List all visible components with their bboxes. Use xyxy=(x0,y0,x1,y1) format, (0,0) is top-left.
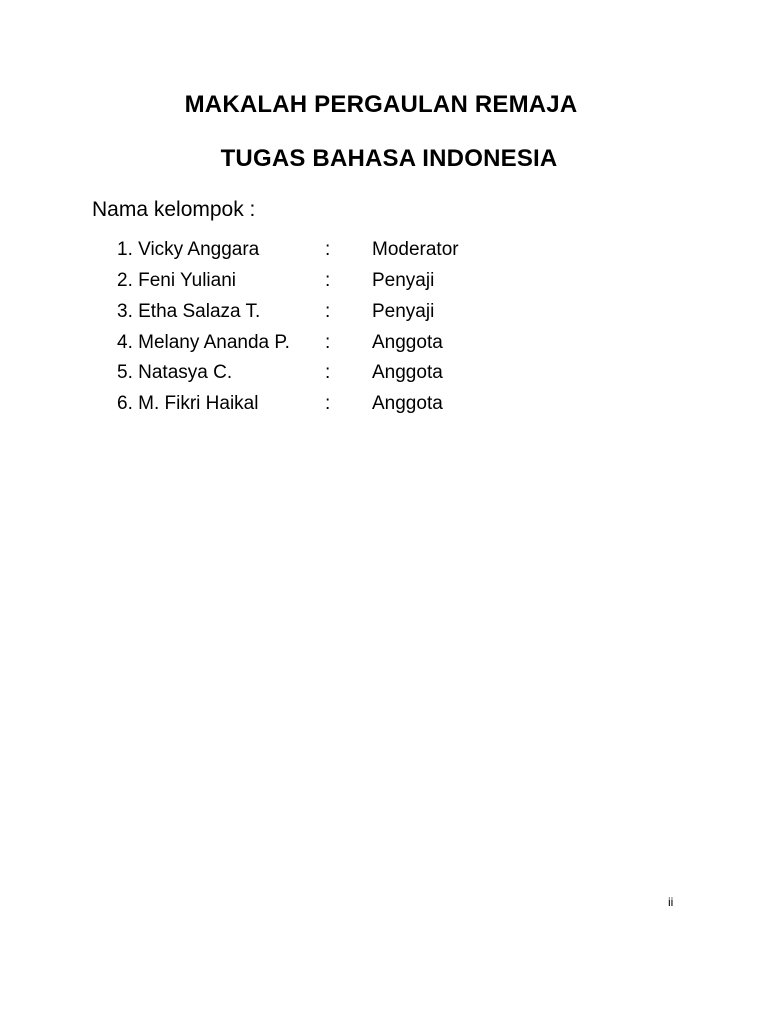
document-title: MAKALAH PERGAULAN REMAJA xyxy=(184,91,578,118)
member-colon: : xyxy=(325,239,331,260)
member-row xyxy=(0,332,768,362)
member-role: Anggota xyxy=(372,362,443,383)
member-name: 4. Melany Ananda P. xyxy=(117,332,290,353)
member-role: Penyaji xyxy=(372,270,435,291)
member-colon: : xyxy=(325,332,331,353)
member-colon: : xyxy=(325,270,331,291)
member-name: 1. Vicky Anggara xyxy=(117,239,260,260)
member-row xyxy=(0,362,768,392)
member-name: 6. M. Fikri Haikal xyxy=(117,393,259,414)
member-colon: : xyxy=(325,393,331,414)
member-role: Anggota xyxy=(372,332,443,353)
member-row xyxy=(0,301,768,331)
member-row xyxy=(0,270,768,300)
document-subtitle: TUGAS BAHASA INDONESIA xyxy=(220,145,558,172)
member-colon: : xyxy=(325,362,331,383)
member-role: Penyaji xyxy=(372,301,435,322)
member-name: 5. Natasya C. xyxy=(117,362,233,383)
member-colon: : xyxy=(325,301,331,322)
member-name: 3. Etha Salaza T. xyxy=(117,301,261,322)
member-role: Anggota xyxy=(372,393,443,414)
member-row xyxy=(0,393,768,423)
member-role: Moderator xyxy=(372,239,459,260)
group-label: Nama kelompok : xyxy=(92,198,256,221)
member-name: 2. Feni Yuliani xyxy=(117,270,237,291)
member-row xyxy=(0,239,768,269)
page-number: ii xyxy=(668,895,674,909)
